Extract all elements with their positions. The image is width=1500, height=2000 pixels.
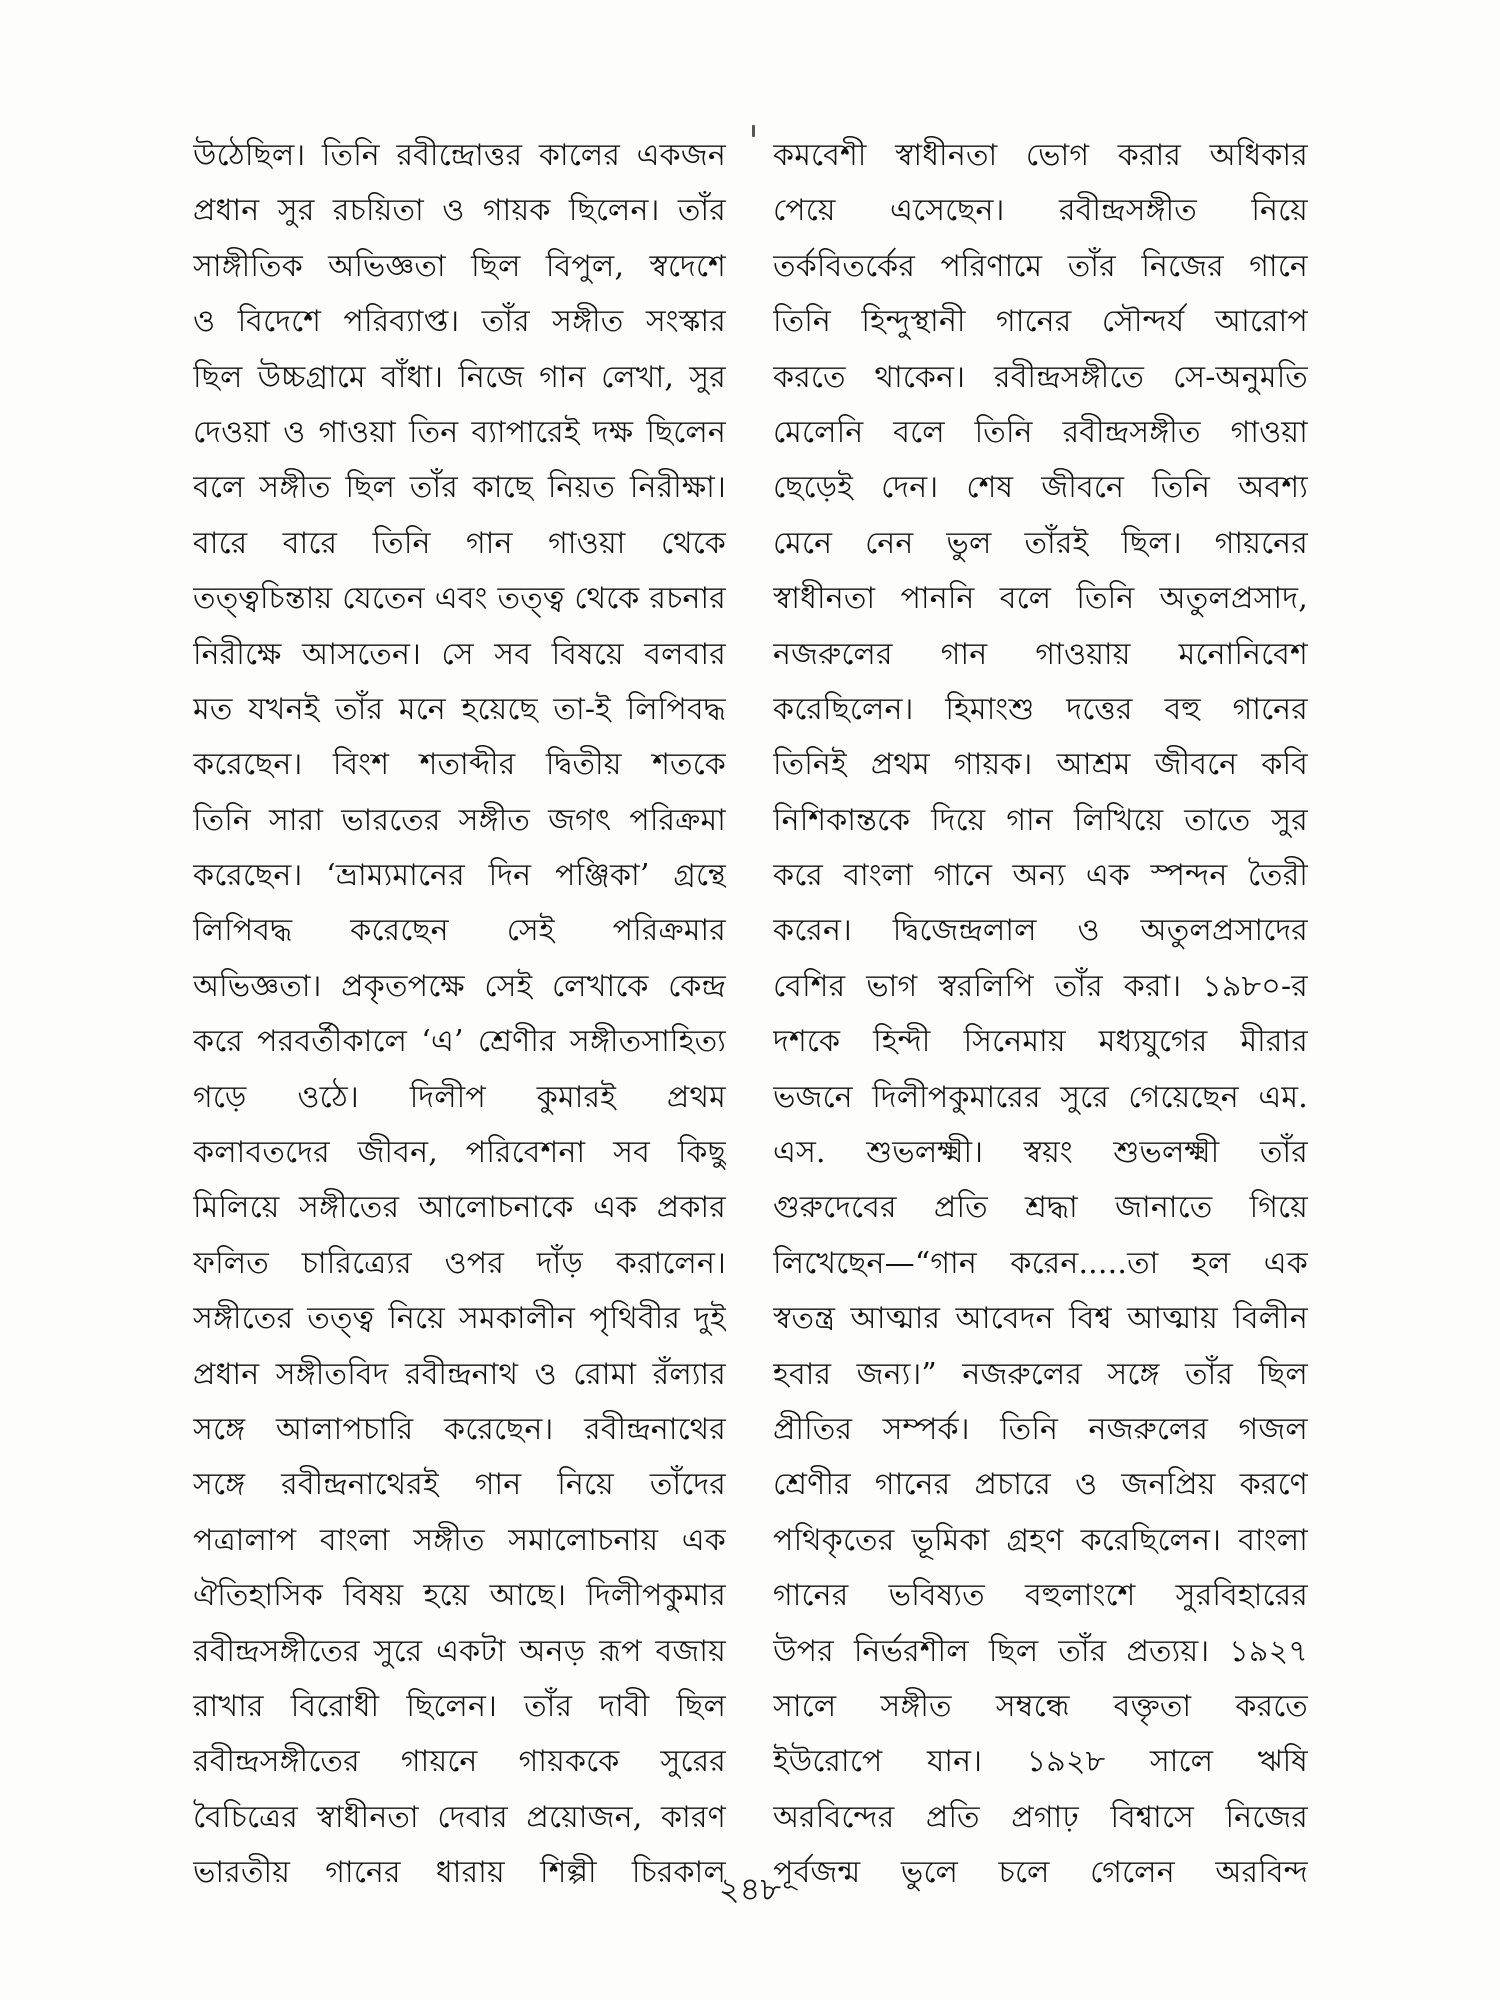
text-line: ঐতিহাসিক বিষয় হয়ে আছে। দিলীপকুমার: [193, 1578, 726, 1614]
text-line: করেছেন। বিংশ শতাব্দীর দ্বিতীয় শতকে: [193, 747, 726, 783]
gutter-mark: [752, 125, 755, 137]
right-column: [773, 128, 1308, 1901]
text-line: প্রীতির সম্পর্ক। তিনি নজরুলের গজল: [773, 1411, 1308, 1447]
text-line: পেয়ে এসেছেন। রবীন্দ্রসঙ্গীত নিয়ে: [773, 193, 1308, 229]
text-line: মেনে নেন ভুল তাঁরই ছিল। গায়নের: [773, 525, 1308, 561]
text-line: কমবেশী স্বাধীনতা ভোগ করার অধিকার: [773, 138, 1308, 173]
text-line: প্রধান সুর রচয়িতা ও গায়ক ছিলেন। তাঁর: [193, 193, 726, 229]
text-line: বলে সঙ্গীত ছিল তাঁর কাছে নিয়ত নিরীক্ষা।: [193, 470, 726, 506]
text-line: সঙ্গে আলাপচারি করেছেন। রবীন্দ্রনাথের: [193, 1411, 726, 1447]
text-line: অরবিন্দের প্রতি প্রগাঢ় বিশ্বাসে নিজের: [773, 1799, 1308, 1835]
text-line: বারে বারে তিনি গান গাওয়া থেকে: [193, 525, 726, 561]
text-line: মেলেনি বলে তিনি রবীন্দ্রসঙ্গীত গাওয়া: [773, 414, 1308, 450]
text-line: রবীন্দ্রসঙ্গীতের গায়নে গায়ককে সুরের: [193, 1744, 726, 1780]
text-line: উপর নির্ভরশীল ছিল তাঁর প্রত্যয়। ১৯২৭: [773, 1633, 1308, 1669]
text-line: তিনি হিন্দুস্থানী গানের সৌন্দর্য আরোপ: [773, 304, 1308, 340]
text-line: বৈচিত্রের স্বাধীনতা দেবার প্রয়োজন, কারণ: [193, 1799, 726, 1835]
text-line: নজরুলের গান গাওয়ায় মনোনিবেশ: [773, 636, 1308, 672]
text-line: করেন। দ্বিজেন্দ্রলাল ও অতুলপ্রসাদের: [773, 913, 1308, 949]
text-line: করতে থাকেন। রবীন্দ্রসঙ্গীতে সে-অনুমতি: [773, 359, 1308, 395]
text-line: তিনিই প্রথম গায়ক। আশ্রম জীবনে কবি: [773, 747, 1308, 783]
text-line: তিনি সারা ভারতের সঙ্গীত জগৎ পরিক্রমা: [193, 802, 726, 838]
text-line: শ্রেণীর গানের প্রচারে ও জনপ্রিয় করণে: [773, 1467, 1308, 1503]
text-line: রাখার বিরোধী ছিলেন। তাঁর দাবী ছিল: [193, 1688, 726, 1724]
text-line: দেওয়া ও গাওয়া তিন ব্যাপারেই দক্ষ ছিলেন: [193, 414, 726, 450]
text-line: করেছেন। ‘ভ্রাম্যমানের দিন পঞ্জিকা’ গ্রন্থে: [193, 858, 726, 894]
text-line: গড়ে ওঠে। দিলীপ কুমারই প্রথম: [193, 1079, 726, 1115]
text-line: সাঙ্গীতিক অভিজ্ঞতা ছিল বিপুল, স্বদেশে: [193, 248, 726, 284]
text-line: ও বিদেশে পরিব্যাপ্ত। তাঁর সঙ্গীত সংস্কার: [193, 304, 726, 340]
text-line: তর্কবিতর্কের পরিণামে তাঁর নিজের গানে: [773, 248, 1308, 284]
text-line: লিখেছেন—“গান করেন.....তা হল এক: [773, 1245, 1308, 1281]
text-line: এস. শুভলক্ষ্মী। স্বয়ং শুভলক্ষ্মী তাঁর: [773, 1135, 1308, 1171]
text-line: সালে সঙ্গীত সম্বন্ধে বক্তৃতা করতে: [773, 1688, 1308, 1724]
text-line: হবার জন্য।” নজরুলের সঙ্গে তাঁর ছিল: [773, 1356, 1308, 1392]
text-line: গুরুদেবের প্রতি শ্রদ্ধা জানাতে গিয়ে: [773, 1190, 1308, 1226]
text-line: করেছিলেন। হিমাংশু দত্তের বহু গানের: [773, 691, 1308, 727]
text-line: স্বাধীনতা পাননি বলে তিনি অতুলপ্রসাদ,: [773, 581, 1308, 617]
text-line: রবীন্দ্রসঙ্গীতের সুরে একটা অনড় রূপ বজায়: [193, 1633, 726, 1669]
text-line: ছিল উচ্চগ্রামে বাঁধা। নিজে গান লেখা, সুর: [193, 359, 726, 395]
text-line: সঙ্গে রবীন্দ্রনাথেরই গান নিয়ে তাঁদের: [193, 1467, 726, 1503]
text-line: গানের ভবিষ্যত বহুলাংশে সুরবিহারের: [773, 1578, 1308, 1614]
text-line: নিরীক্ষে আসতেন। সে সব বিষয়ে বলবার: [193, 636, 726, 672]
text-line: ভজনে দিলীপকুমারের সুরে গেয়েছেন এম.: [773, 1079, 1308, 1115]
text-line: দশকে হিন্দী সিনেমায় মধ্যযুগের মীরার: [773, 1024, 1308, 1060]
text-line: উঠেছিল। তিনি রবীন্দ্রোত্তর কালের একজন: [193, 138, 726, 173]
text-line: স্বতন্ত্র আত্মার আবেদন বিশ্ব আত্মায় বিলীন: [773, 1301, 1308, 1337]
text-line: মত যখনই তাঁর মনে হয়েছে তা-ই লিপিবদ্ধ: [193, 691, 726, 727]
text-line: নিশিকান্তকে দিয়ে গান লিখিয়ে তাতে সুর: [773, 802, 1308, 838]
text-line: অভিজ্ঞতা। প্রকৃতপক্ষে সেই লেখাকে কেন্দ্র: [193, 968, 726, 1004]
text-line: পথিকৃতের ভূমিকা গ্রহণ করেছিলেন। বাংলা: [773, 1522, 1308, 1558]
text-line: সঙ্গীতের তত্ত্ব নিয়ে সমকালীন পৃথিবীর দুই: [193, 1301, 726, 1337]
text-line: ফলিত চারিত্র্যের ওপর দাঁড় করালেন।: [193, 1245, 726, 1281]
text-line: প্রধান সঙ্গীতবিদ রবীন্দ্রনাথ ও রোমা রঁল্যার: [193, 1356, 726, 1392]
text-line: পূর্বজন্ম ভুলে চলে গেলেন অরবিন্দ: [773, 1855, 1308, 1891]
text-line: করে পরবর্তীকালে ‘এ’ শ্রেণীর সঙ্গীতসাহিত্য: [193, 1024, 726, 1060]
text-line: ভারতীয় গানের ধারায় শিল্পী চিরকাল: [193, 1855, 726, 1891]
text-line: ইউরোপে যান। ১৯২৮ সালে ঋষি: [773, 1744, 1308, 1780]
text-line: পত্রালাপ বাংলা সঙ্গীত সমালোচনায় এক: [193, 1522, 726, 1558]
text-line: তত্ত্বচিন্তায় যেতেন এবং তত্ত্ব থেকে রচনার: [193, 581, 726, 617]
text-line: লিপিবদ্ধ করেছেন সেই পরিক্রমার: [193, 913, 726, 949]
text-line: করে বাংলা গানে অন্য এক স্পন্দন তৈরী: [773, 858, 1308, 894]
text-line: ছেড়েই দেন। শেষ জীবনে তিনি অবশ্য: [773, 470, 1308, 506]
text-line: কলাবতদের জীবন, পরিবেশনা সব কিছু: [193, 1135, 726, 1171]
left-column: [193, 128, 726, 1901]
text-line: বেশির ভাগ স্বরলিপি তাঁর করা। ১৯৮০-র: [773, 968, 1308, 1004]
page-number: ২৪৮: [718, 1870, 782, 1908]
text-line: মিলিয়ে সঙ্গীতের আলোচনাকে এক প্রকার: [193, 1190, 726, 1226]
